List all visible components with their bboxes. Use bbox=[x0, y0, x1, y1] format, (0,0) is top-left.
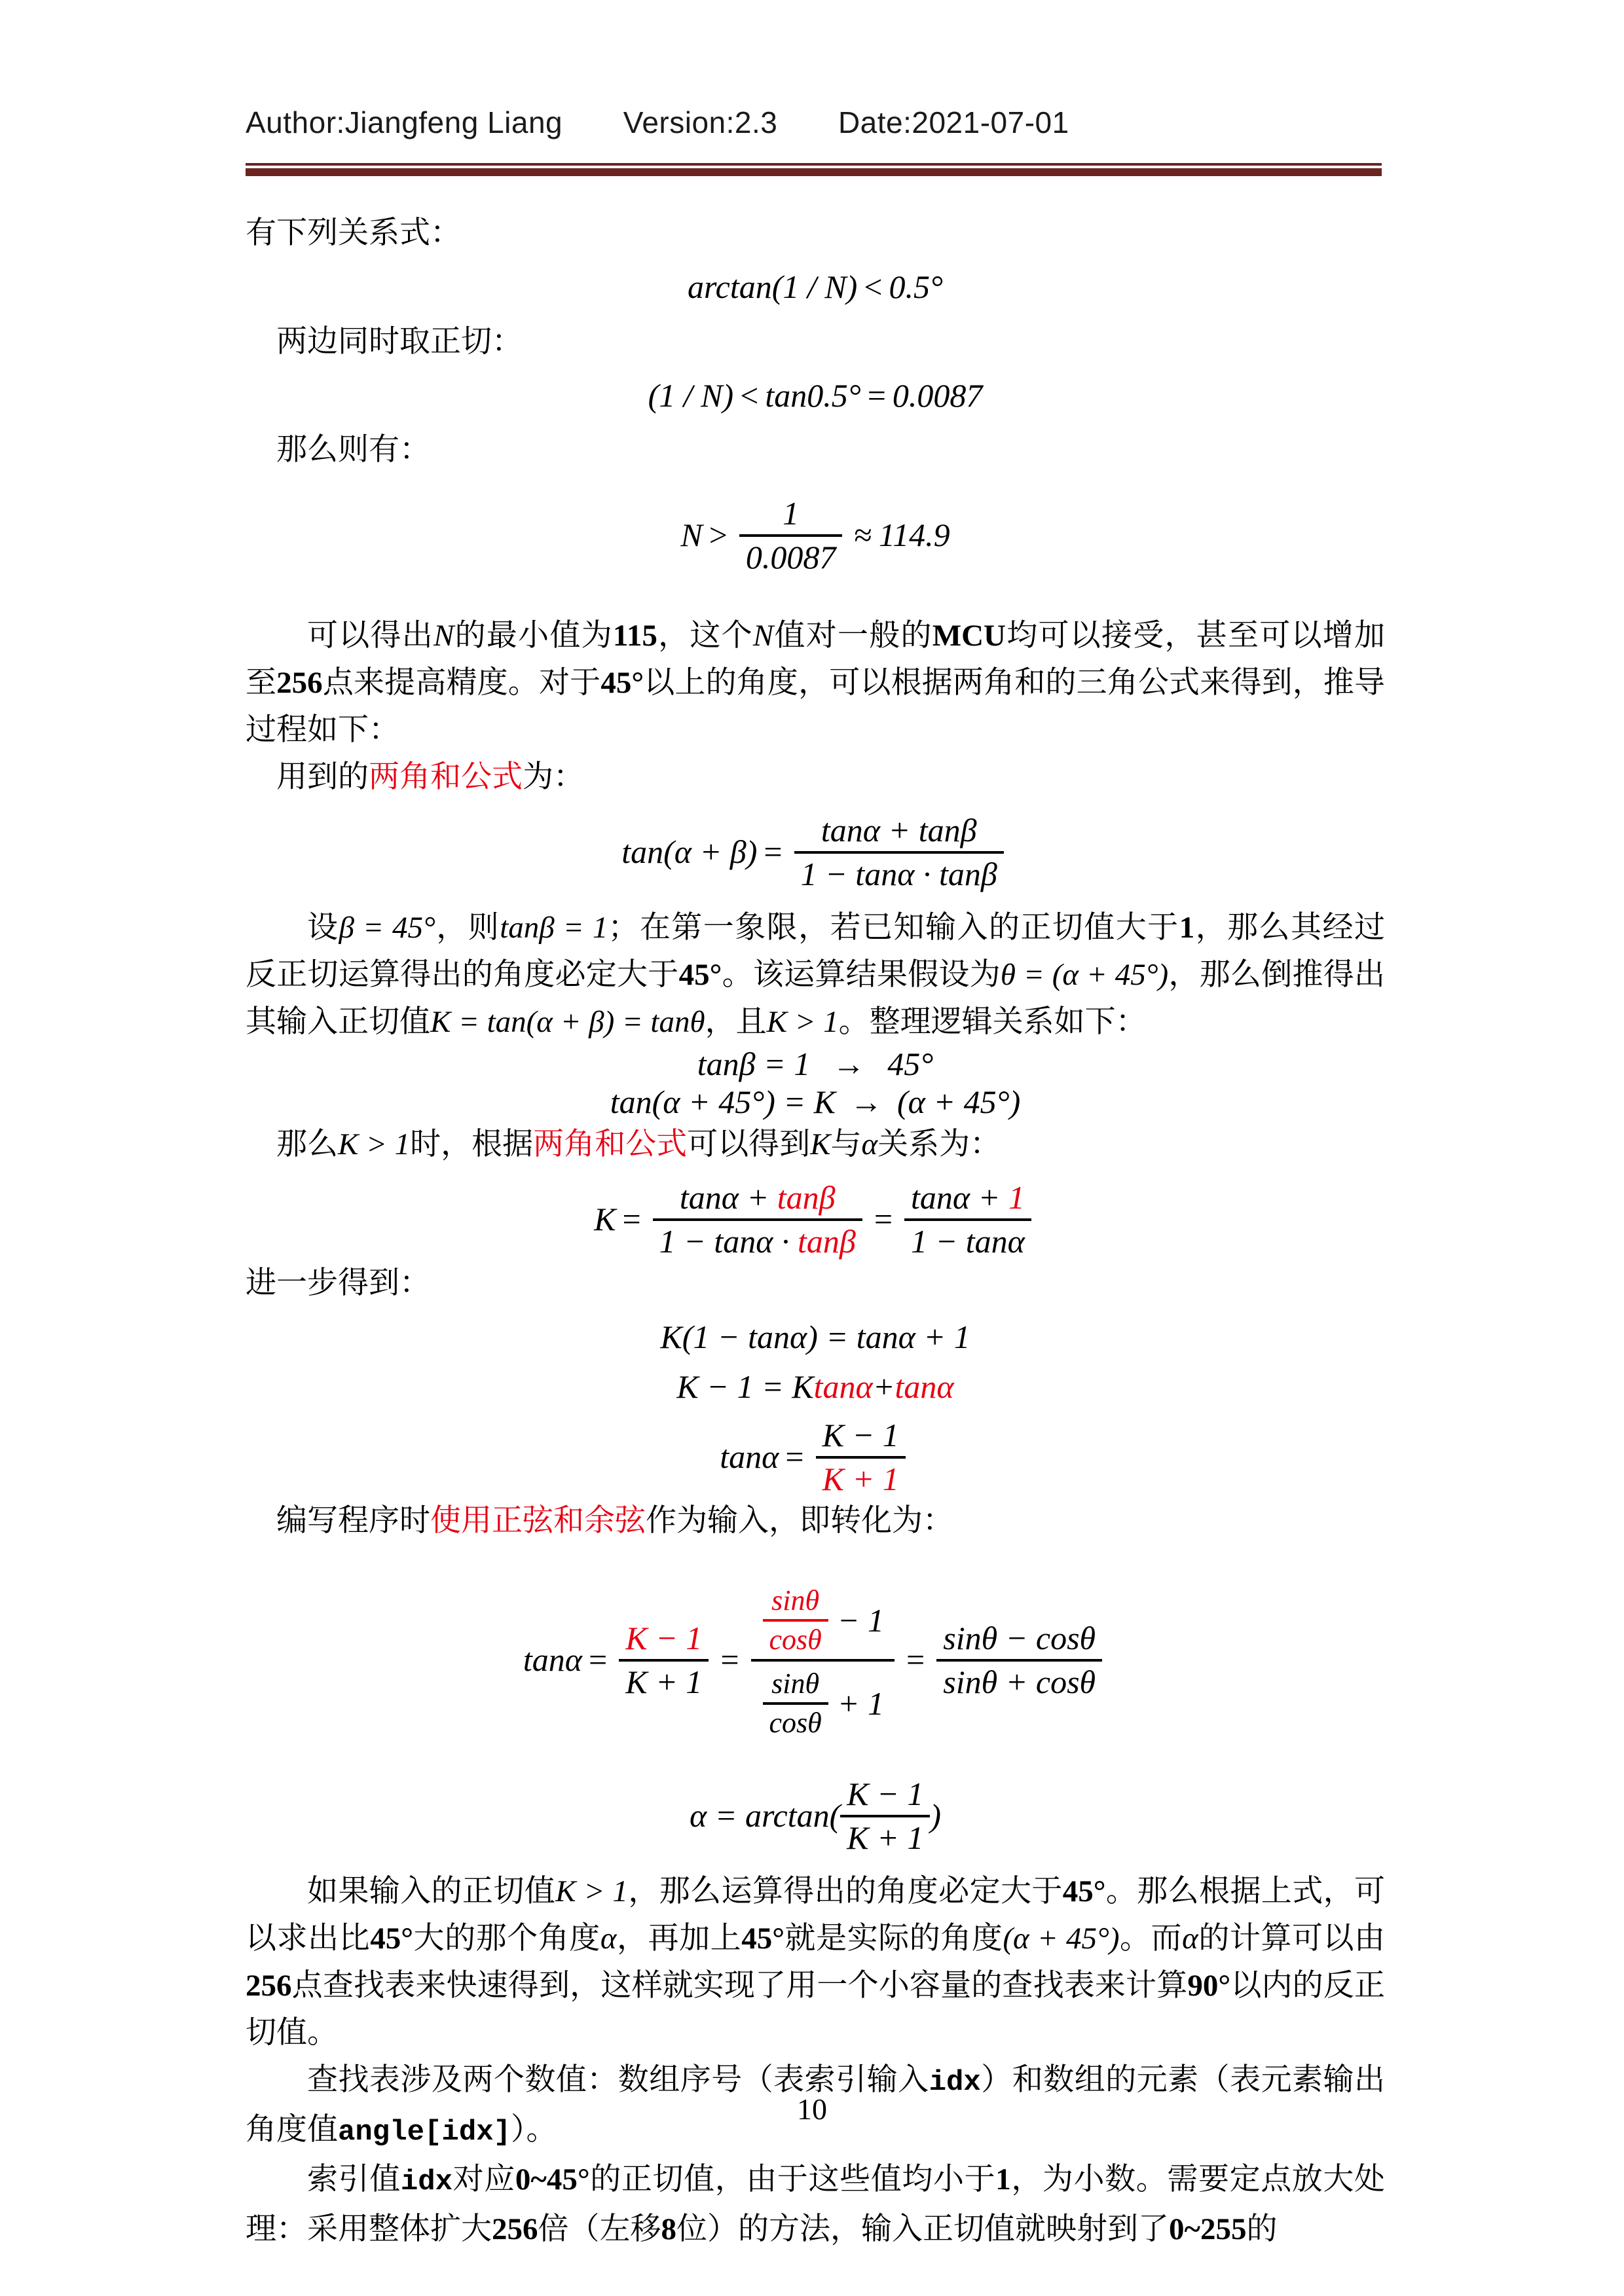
lfu-post: 为： bbox=[523, 760, 584, 794]
piv-t7: 的 bbox=[1246, 2212, 1278, 2246]
header-date: Date:2021-07-01 bbox=[838, 105, 1069, 139]
lfu-red-term: 两角和公式 bbox=[369, 760, 523, 794]
paragraph-formula-used bbox=[246, 754, 1385, 801]
eq7-den1-black: 1 − tanα · bbox=[659, 1223, 798, 1260]
eq9-plus: + bbox=[872, 1368, 895, 1405]
pmn-t7: 以上的角度，可以根据两角和的三角公式来得到，推导过程如下： bbox=[246, 666, 1386, 747]
spacer bbox=[246, 414, 1385, 426]
eq5-arrow: → bbox=[832, 1046, 866, 1082]
equation-tan-alpha-plus-beta bbox=[246, 812, 1385, 892]
pmn-t4: 值对一般的 bbox=[773, 619, 932, 653]
pik-v4: α bbox=[600, 1921, 617, 1956]
equation-n-greater-than bbox=[246, 496, 1385, 575]
header-rule-thick bbox=[246, 168, 1382, 176]
pik-t5: ，再加上 bbox=[616, 1921, 742, 1956]
eq7-numerator-2 bbox=[904, 1180, 1031, 1216]
eq11-fraction-bar-1 bbox=[619, 1659, 709, 1662]
psb-t4: ，那么其经过反正切运算得出的角度必定大于 bbox=[246, 911, 1386, 992]
psb-v3: 1 bbox=[1179, 911, 1195, 945]
eq6-rhs: (α + 45°) bbox=[896, 1083, 1021, 1120]
eq11-inner-plus: + 1 bbox=[837, 1685, 885, 1722]
paragraph-k-greater-than-one bbox=[246, 1121, 1385, 1168]
eq10-fraction bbox=[816, 1417, 906, 1497]
spacer bbox=[246, 1856, 1385, 1868]
lkg-v1: K > 1 bbox=[338, 1127, 411, 1161]
header-version: Version:2.3 bbox=[623, 105, 778, 139]
eq11-numerator-1: K − 1 bbox=[625, 1619, 703, 1656]
eq12-numerator: K − 1 bbox=[847, 1775, 924, 1812]
eq2-eq: = bbox=[867, 376, 886, 414]
page-header bbox=[246, 105, 1382, 170]
eq4-denominator: 1 − tanα · tanβ bbox=[800, 856, 997, 892]
psb-v4: 45° bbox=[678, 958, 722, 992]
pmn-t5: 均可以接受，甚至可以增加至 bbox=[246, 619, 1386, 700]
eq11-eq-3: = bbox=[906, 1641, 925, 1679]
piv-t4: ，为小数。需要定点放大处理：采用整体扩大 bbox=[246, 2162, 1386, 2246]
eq11-inner-bottom-cos: cosθ bbox=[769, 1707, 822, 1740]
eq11-eq-1: = bbox=[589, 1641, 608, 1679]
header-meta-line bbox=[246, 105, 1382, 140]
psb-t8: 。整理逻辑关系如下： bbox=[838, 1005, 1147, 1039]
pmn-t3: ，这个 bbox=[657, 619, 753, 653]
piv-t2: 对应 bbox=[452, 2162, 515, 2196]
eq5-rhs: 45° bbox=[887, 1046, 934, 1082]
lkg-v2: K bbox=[810, 1127, 831, 1161]
page-number: 10 bbox=[797, 2092, 827, 2126]
piv-v5: 0~255 bbox=[1169, 2212, 1247, 2246]
spacer bbox=[246, 473, 1385, 496]
piv-v3: 256 bbox=[492, 2212, 538, 2246]
psb-t6: ，那么倒推得出其输入正切值 bbox=[246, 958, 1385, 1039]
eq7-num2-red: 1 bbox=[1008, 1179, 1025, 1216]
document-body bbox=[246, 210, 1385, 2253]
equation-arctan-lt-half-degree bbox=[246, 268, 1385, 306]
piv-v2: 1 bbox=[995, 2162, 1011, 2196]
piv-t1: 索引值 bbox=[307, 2162, 401, 2196]
paragraph-set-beta-45 bbox=[246, 904, 1385, 1046]
eq4-eq: = bbox=[764, 833, 783, 871]
eq11-fraction-3 bbox=[936, 1620, 1102, 1700]
pik-v8: 256 bbox=[246, 1968, 292, 2003]
pik-t1: 如果输入的正切值 bbox=[307, 1874, 556, 1908]
eq3-fraction bbox=[739, 496, 843, 575]
eq9-black: K − 1 = K bbox=[676, 1368, 814, 1405]
eq12-fraction-bar bbox=[840, 1815, 930, 1817]
equation-tan-alpha-sin-cos bbox=[246, 1581, 1385, 1740]
piv-code-idx: idx bbox=[400, 2165, 453, 2198]
eq11-inner-bottom-bar bbox=[763, 1702, 828, 1705]
spacer bbox=[246, 575, 1385, 612]
paragraph-use-sin-cos bbox=[246, 1497, 1385, 1544]
eq6-arrow: → bbox=[849, 1083, 883, 1120]
eq11-denominator-1: K + 1 bbox=[625, 1663, 703, 1700]
psb-t7: ，且 bbox=[705, 1005, 767, 1039]
eq7-fraction-bar-2 bbox=[904, 1218, 1031, 1221]
equation-k-equals-fractions bbox=[246, 1180, 1385, 1260]
eq11-lhs: tanα bbox=[523, 1641, 583, 1679]
pmn-v5: 256 bbox=[276, 666, 323, 700]
paragraph-min-n-value bbox=[246, 612, 1385, 754]
eq7-eq-2: = bbox=[874, 1201, 893, 1238]
eq3-rhs: 114.9 bbox=[878, 517, 950, 554]
pik-v1: K > 1 bbox=[555, 1874, 628, 1908]
psb-v6: K = tan(α + β) = tanθ bbox=[430, 1005, 705, 1039]
eq3-rel: > bbox=[709, 517, 728, 554]
page-footer bbox=[0, 2092, 1624, 2126]
eq11-inner-frac-bottom bbox=[763, 1668, 828, 1740]
eq7-numerator-1 bbox=[673, 1180, 842, 1216]
equation-alpha-arctan bbox=[246, 1776, 1385, 1856]
pmn-v6: 45° bbox=[600, 666, 644, 700]
paragraph-further-derive: 进一步得到： bbox=[246, 1266, 430, 1300]
pmn-v1: N bbox=[434, 619, 454, 653]
piv-v1: 0~45° bbox=[515, 2162, 590, 2196]
header-author: Author:Jiangfeng Liang bbox=[246, 105, 563, 139]
piv-t6: 位）的方法，输入正切值就映射到了 bbox=[676, 2212, 1169, 2246]
eq12-fraction bbox=[840, 1776, 930, 1856]
equation-tanbeta-arrow-45 bbox=[246, 1046, 1385, 1084]
plt-t1: 查找表涉及两个数值：数组序号（表索引输入 bbox=[307, 2062, 929, 2097]
lusc-pre: 编写程序时 bbox=[276, 1504, 430, 1538]
eq7-denominator-1 bbox=[653, 1224, 862, 1260]
eq7-eq-1: = bbox=[622, 1201, 641, 1238]
eq12-rhs: ) bbox=[930, 1796, 942, 1834]
eq10-lhs: tanα bbox=[720, 1438, 779, 1476]
pik-t10: 以内的反正切值。 bbox=[246, 1968, 1386, 2050]
paragraph-take-tangent: 两边同时取正切： bbox=[276, 324, 523, 359]
spacer bbox=[246, 1357, 1385, 1368]
eq11-inner-bottom-sin: sinθ bbox=[771, 1667, 820, 1700]
eq1-lhs: arctan bbox=[688, 268, 772, 305]
eq11-inner-minus: − 1 bbox=[837, 1601, 885, 1639]
pik-t2: ，那么运算得出的角度必定大于 bbox=[627, 1874, 1063, 1908]
lkg-t5: 关系为： bbox=[877, 1127, 1001, 1161]
eq5-lhs: tanβ = 1 bbox=[697, 1046, 811, 1082]
spacer bbox=[246, 1168, 1385, 1180]
eq1-rhs: 0.5° bbox=[889, 268, 943, 305]
eq12-lhs: α = arctan( bbox=[689, 1796, 841, 1834]
eq11-denominator-3: sinθ + cosθ bbox=[943, 1663, 1096, 1700]
plt-code-angle: angle[idx] bbox=[338, 2115, 511, 2149]
eq4-numerator: tanα + tanβ bbox=[821, 812, 977, 848]
lusc-post: 作为输入，即转化为： bbox=[646, 1504, 953, 1538]
lkg-t1: 那么 bbox=[276, 1127, 338, 1161]
pik-v7: α bbox=[1182, 1921, 1198, 1956]
pik-v3: 45° bbox=[370, 1921, 413, 1956]
lkg-t2: 时，根据 bbox=[410, 1127, 534, 1161]
eq3-fraction-bar bbox=[739, 534, 843, 537]
spacer bbox=[246, 1307, 1385, 1319]
eq3-approx: ≈ bbox=[854, 517, 872, 554]
paragraph-index-value bbox=[246, 2156, 1385, 2253]
lkg-v3: α bbox=[861, 1127, 878, 1161]
eq7-fraction-2 bbox=[904, 1180, 1031, 1260]
pmn-t6: 点来提高精度。对于 bbox=[322, 666, 601, 700]
eq11-fraction-1 bbox=[619, 1620, 709, 1700]
eq2-rhs: 0.0087 bbox=[892, 376, 983, 414]
eq1-arg: (1 / N) bbox=[771, 268, 858, 305]
spacer bbox=[246, 1740, 1385, 1776]
psb-t2: ，则 bbox=[435, 911, 500, 945]
eq7-fraction-bar-1 bbox=[653, 1218, 862, 1221]
spacer bbox=[246, 257, 1385, 268]
equation-k-minus-one bbox=[246, 1368, 1385, 1406]
eq10-eq: = bbox=[785, 1438, 804, 1476]
paragraph-relation-intro: 有下列关系式： bbox=[246, 216, 461, 250]
pik-t8: 的计算可以由 bbox=[1198, 1921, 1386, 1956]
spacer bbox=[246, 306, 1385, 318]
eq7-num1-red: tanβ bbox=[777, 1179, 836, 1216]
pik-t6: 就是实际的角度 bbox=[784, 1921, 1003, 1956]
plt-t3: ）。 bbox=[511, 2112, 557, 2147]
pik-t9: 点查找表来快速得到，这样就实现了用一个小容量的查找表来计算 bbox=[291, 1968, 1188, 2003]
eq8-expression: K(1 − tanα) = tanα + 1 bbox=[660, 1319, 970, 1355]
pik-v2: 45° bbox=[1062, 1874, 1106, 1908]
psb-t5: 。该运算结果假设为 bbox=[722, 958, 1001, 992]
equation-k-one-minus-tan bbox=[246, 1319, 1385, 1357]
equation-tan-alpha-45-arrow bbox=[246, 1084, 1385, 1121]
psb-v5: θ = (α + 45°) bbox=[1000, 958, 1169, 992]
lfu-pre: 用到的 bbox=[276, 760, 369, 794]
eq2-rel: < bbox=[740, 376, 759, 414]
plt-code-idx: idx bbox=[929, 2066, 981, 2099]
eq3-lhs: N bbox=[680, 517, 703, 554]
pik-t4: 大的那个角度 bbox=[413, 1921, 600, 1956]
paragraph-then-we-have: 那么则有： bbox=[276, 433, 430, 467]
eq7-num2-black: tanα + bbox=[911, 1179, 1008, 1216]
eq7-fraction-1 bbox=[653, 1180, 862, 1260]
eq11-numerator-3: sinθ − cosθ bbox=[943, 1619, 1096, 1656]
psb-t1: 设 bbox=[307, 911, 339, 945]
psb-t3: ；在第一象限，若已知输入的正切值大于 bbox=[608, 911, 1179, 945]
piv-t5: 倍（左移 bbox=[538, 2212, 661, 2246]
eq10-denominator: K + 1 bbox=[822, 1461, 899, 1497]
equation-tan-alpha-k-ratio bbox=[246, 1417, 1385, 1497]
psb-v7: K > 1 bbox=[766, 1005, 839, 1039]
eq11-fraction-2 bbox=[751, 1581, 895, 1740]
spacer bbox=[246, 365, 1385, 377]
eq11-eq-2: = bbox=[720, 1641, 739, 1679]
pmn-t1: 可以得出 bbox=[307, 619, 434, 653]
eq10-fraction-bar bbox=[816, 1456, 906, 1459]
eq9-red-1: tanα bbox=[813, 1368, 873, 1405]
header-divider-rule bbox=[246, 163, 1382, 172]
spacer bbox=[246, 1544, 1385, 1581]
psb-v1: β = 45° bbox=[339, 911, 435, 945]
eq11-inner-top-bar bbox=[763, 1619, 828, 1622]
eq12-denominator: K + 1 bbox=[847, 1819, 924, 1856]
spacer bbox=[246, 801, 1385, 812]
eq10-numerator: K − 1 bbox=[822, 1417, 899, 1453]
piv-t3: 的正切值，由于这些值均小于 bbox=[589, 2162, 996, 2196]
pmn-v2: 115 bbox=[612, 619, 657, 653]
eq4-lhs: tan(α + β) bbox=[621, 833, 758, 871]
pik-v5: 45° bbox=[741, 1921, 785, 1956]
eq11-fraction-bar-2 bbox=[751, 1659, 895, 1662]
pik-t3: 。那么根据上式，可以求出比 bbox=[246, 1874, 1386, 1956]
pik-v6: (α + 45°) bbox=[1003, 1921, 1120, 1956]
eq7-lhs: K bbox=[594, 1201, 616, 1238]
spacer bbox=[246, 892, 1385, 904]
lusc-red-term: 使用正弦和余弦 bbox=[430, 1504, 646, 1538]
equation-one-over-n-lt-tan bbox=[246, 377, 1385, 415]
eq11-inner-top-cos: cosθ bbox=[769, 1624, 822, 1656]
eq11-inner-top-sin: sinθ bbox=[771, 1584, 820, 1616]
piv-v4: 8 bbox=[661, 2212, 676, 2246]
eq7-num1-black: tanα + bbox=[679, 1179, 777, 1216]
eq11-inner-frac-top bbox=[763, 1585, 828, 1656]
eq11-fraction-bar-3 bbox=[936, 1659, 1102, 1662]
eq3-numerator: 1 bbox=[783, 495, 800, 532]
paragraph-if-k-greater bbox=[246, 1868, 1385, 2056]
eq7-denominator-2: 1 − tanα bbox=[911, 1223, 1025, 1260]
lkg-t4: 与 bbox=[830, 1127, 862, 1161]
lkg-red-term: 两角和公式 bbox=[533, 1127, 688, 1161]
spacer bbox=[246, 1406, 1385, 1417]
eq7-den1-red: tanβ bbox=[798, 1223, 856, 1260]
eq3-denominator: 0.0087 bbox=[745, 539, 836, 575]
lkg-t3: 可以得到 bbox=[687, 1127, 811, 1161]
pik-v9: 90° bbox=[1187, 1968, 1231, 2003]
eq6-lhs: tan(α + 45°) = K bbox=[610, 1083, 836, 1120]
eq4-fraction bbox=[794, 812, 1004, 892]
psb-v2: tanβ = 1 bbox=[500, 911, 608, 945]
eq11-inner-denominator bbox=[751, 1664, 895, 1740]
eq9-red-2: tanα bbox=[895, 1368, 954, 1405]
eq4-fraction-bar bbox=[794, 851, 1004, 854]
pmn-v3: N bbox=[752, 619, 774, 653]
pmn-v4: MCU bbox=[932, 619, 1006, 653]
eq11-inner-numerator bbox=[751, 1581, 895, 1656]
pik-t7: 。而 bbox=[1119, 1921, 1183, 1956]
eq2-lhs: (1 / N) bbox=[648, 376, 734, 414]
eq2-mid: tan0.5° bbox=[765, 376, 861, 414]
plt-t2: ）和数组的元素（表元素输出角度值 bbox=[246, 2062, 1386, 2147]
eq1-rel: < bbox=[864, 268, 883, 305]
pmn-t2: 的最小值为 bbox=[454, 619, 613, 653]
